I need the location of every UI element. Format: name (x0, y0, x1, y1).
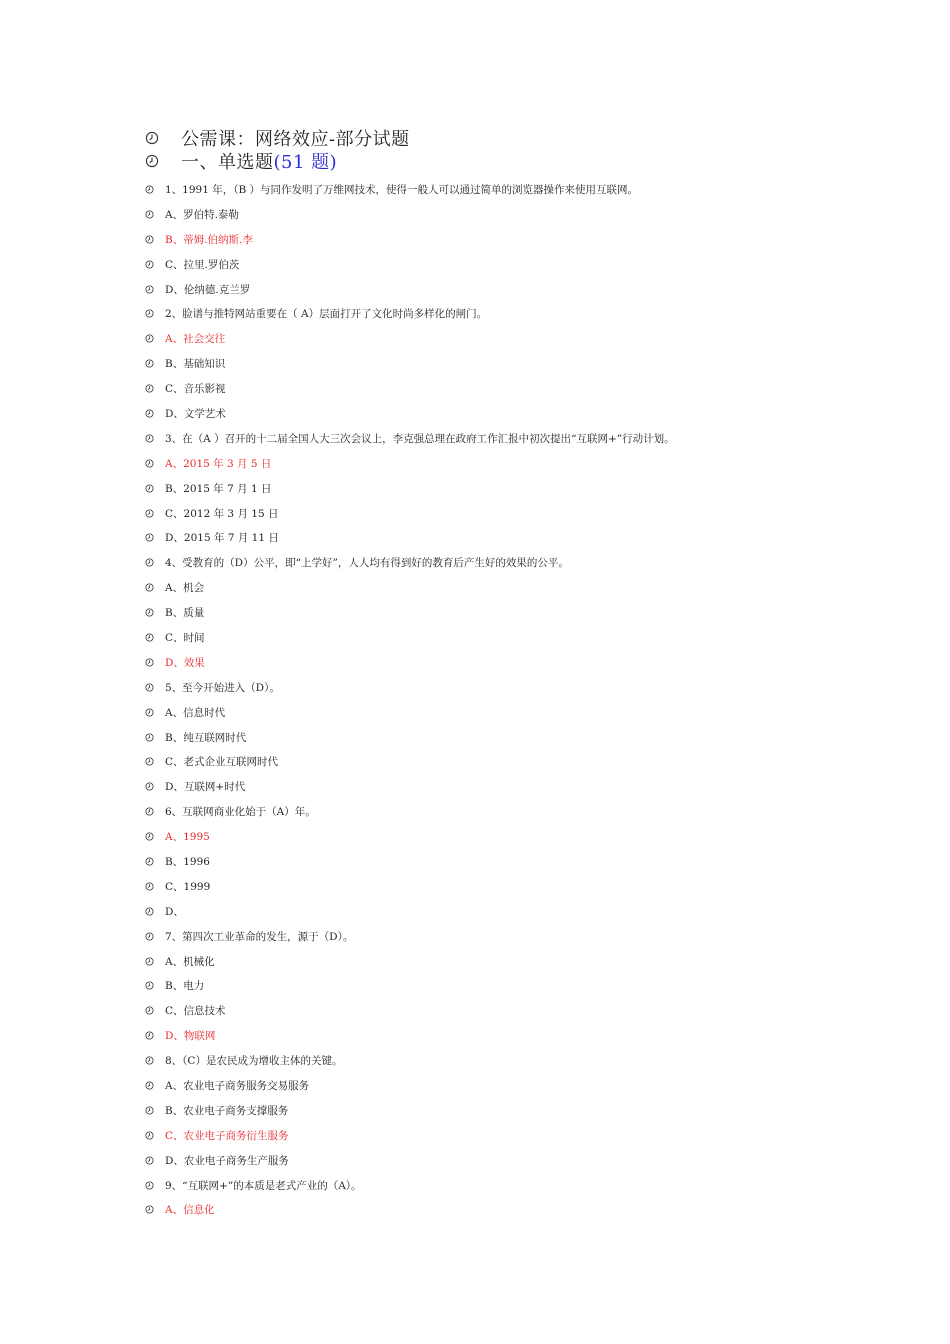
clock-bullet-icon (145, 260, 154, 269)
line-text: 9、“互联网+”的本质是老式产业的（A）。 (165, 1179, 362, 1192)
clock-bullet-icon (145, 509, 154, 518)
clock-bullet-icon (145, 1031, 154, 1040)
line-text: 6、互联网商业化始于（A）年。 (165, 806, 316, 819)
clock-bullet-icon (145, 210, 154, 219)
clock-bullet-icon (145, 154, 159, 168)
option-item (145, 974, 845, 999)
line-text: A、1995 (165, 831, 210, 844)
line-text: B、电力 (165, 980, 205, 993)
clock-bullet-icon (145, 782, 154, 791)
option-item (145, 998, 845, 1023)
option-item (145, 700, 845, 725)
option-item (145, 774, 845, 799)
line-text: C、农业电子商务衍生服务 (165, 1129, 289, 1142)
line-text: B、基础知识 (165, 358, 226, 371)
clock-bullet-icon (145, 807, 154, 816)
option-item (145, 1123, 845, 1148)
clock-bullet-icon (145, 533, 154, 542)
line-text: C、音乐影视 (165, 383, 226, 396)
option-item (145, 525, 845, 550)
clock-bullet-icon (145, 981, 154, 990)
clock-bullet-icon (145, 185, 154, 194)
option-item (145, 1148, 845, 1173)
clock-bullet-icon (145, 131, 159, 145)
option-item (145, 824, 845, 849)
line-text: C、时间 (165, 631, 205, 644)
option-item (145, 1023, 845, 1048)
clock-bullet-icon (145, 334, 154, 343)
line-text: C、2012 年 3 月 15 日 (165, 507, 279, 520)
option-item (145, 451, 845, 476)
clock-bullet-icon (145, 384, 154, 393)
question-item (145, 799, 845, 824)
clock-bullet-icon (145, 459, 154, 468)
line-text: D、物联网 (165, 1030, 216, 1043)
line-text: 4、受教育的（D）公平，即“上学好”，人人均有得到好的教育后产生好的效果的公平。 (165, 557, 569, 570)
question-item (145, 1048, 845, 1073)
document-title (145, 126, 410, 150)
line-text: B、农业电子商务支撑服务 (165, 1104, 289, 1117)
question-item (145, 426, 845, 451)
question-item (145, 924, 845, 949)
line-text: A、信息时代 (165, 706, 226, 719)
option-item (145, 1073, 845, 1098)
question-item (145, 177, 845, 202)
clock-bullet-icon (145, 1205, 154, 1214)
clock-bullet-icon (145, 1006, 154, 1015)
clock-bullet-icon (145, 434, 154, 443)
line-text: B、2015 年 7 月 1 日 (165, 482, 272, 495)
clock-bullet-icon (145, 583, 154, 592)
line-text: A、机械化 (165, 955, 215, 968)
section-label: 一、单选题 (181, 152, 274, 173)
question-item (145, 301, 845, 326)
clock-bullet-icon (145, 1106, 154, 1115)
line-text: C、老式企业互联网时代 (165, 756, 279, 769)
clock-bullet-icon (145, 558, 154, 567)
option-item (145, 277, 845, 302)
option-item (145, 376, 845, 401)
line-text: A、信息化 (165, 1204, 215, 1217)
line-text: D、伦纳德.克兰罗 (165, 283, 251, 296)
clock-bullet-icon (145, 285, 154, 294)
clock-bullet-icon (145, 1156, 154, 1165)
option-item (145, 501, 845, 526)
clock-bullet-icon (145, 633, 154, 642)
line-text: 3、在（A ）召开的十二届全国人大三次会议上，李克强总理在政府工作汇报中初次提出“互联网+”行动计划。 (165, 432, 675, 445)
clock-bullet-icon (145, 608, 154, 617)
line-text: B、1996 (165, 855, 210, 868)
clock-bullet-icon (145, 1181, 154, 1190)
title-text: 公需课：网络效应-部分试题 (181, 129, 410, 150)
line-text: B、质量 (165, 607, 205, 620)
line-text: C、信息技术 (165, 1005, 226, 1018)
option-item (145, 949, 845, 974)
question-item (145, 675, 845, 700)
line-text: A、2015 年 3 月 5 日 (165, 457, 272, 470)
line-text: A、机会 (165, 582, 205, 595)
question-list (145, 177, 845, 1222)
line-text: D、效果 (165, 656, 205, 669)
clock-bullet-icon (145, 484, 154, 493)
section-text (181, 148, 337, 174)
option-item (145, 899, 845, 924)
clock-bullet-icon (145, 857, 154, 866)
line-text: A、社会交往 (165, 333, 226, 346)
question-item (145, 550, 845, 575)
clock-bullet-icon (145, 708, 154, 717)
section-heading (145, 149, 337, 173)
line-text: D、 (165, 905, 184, 918)
clock-bullet-icon (145, 832, 154, 841)
option-item (145, 600, 845, 625)
line-text: D、农业电子商务生产服务 (165, 1154, 289, 1167)
option-item (145, 1098, 845, 1123)
line-text: B、纯互联网时代 (165, 731, 247, 744)
option-item (145, 849, 845, 874)
option-item (145, 725, 845, 750)
line-text: C、拉里.罗伯茨 (165, 258, 240, 271)
clock-bullet-icon (145, 1131, 154, 1140)
clock-bullet-icon (145, 359, 154, 368)
clock-bullet-icon (145, 658, 154, 667)
line-text: D、文学艺术 (165, 407, 226, 420)
clock-bullet-icon (145, 1081, 154, 1090)
option-item (145, 650, 845, 675)
clock-bullet-icon (145, 907, 154, 916)
clock-bullet-icon (145, 757, 154, 766)
line-text: 8、（C）是农民成为增收主体的关键。 (165, 1055, 343, 1068)
clock-bullet-icon (145, 309, 154, 318)
clock-bullet-icon (145, 733, 154, 742)
clock-bullet-icon (145, 1056, 154, 1065)
clock-bullet-icon (145, 683, 154, 692)
line-text: D、互联网+时代 (165, 781, 246, 794)
line-text: 1、1991 年，（B ）与同作发明了万维网技术，使得一般人可以通过简单的浏览器操作来使用互联网。 (165, 183, 639, 196)
clock-bullet-icon (145, 932, 154, 941)
option-item (145, 625, 845, 650)
option-item (145, 202, 845, 227)
option-item (145, 476, 845, 501)
option-item (145, 326, 845, 351)
line-text: 5、至今开始进入（D）。 (165, 681, 280, 694)
option-item (145, 351, 845, 376)
option-item (145, 874, 845, 899)
option-item (145, 749, 845, 774)
line-text: B、蒂姆.伯纳斯.李 (165, 233, 253, 246)
clock-bullet-icon (145, 957, 154, 966)
line-text: 7、第四次工业革命的发生，源于（D）。 (165, 930, 354, 943)
clock-bullet-icon (145, 882, 154, 891)
line-text: 2、脸谱与推特网站重要在（ A）层面打开了文化时尚多样化的闸门。 (165, 308, 488, 321)
question-item (145, 1173, 845, 1198)
line-text: A、农业电子商务服务交易服务 (165, 1080, 310, 1092)
option-item (145, 575, 845, 600)
line-text: D、2015 年 7 月 11 日 (165, 532, 279, 545)
clock-bullet-icon (145, 235, 154, 244)
clock-bullet-icon (145, 409, 154, 418)
line-text: C、1999 (165, 880, 211, 893)
option-item (145, 401, 845, 426)
line-text: A、罗伯特.泰勒 (165, 208, 239, 221)
option-item (145, 1198, 845, 1223)
option-item (145, 252, 845, 277)
option-item (145, 227, 845, 252)
question-count: (51 题) (273, 152, 338, 173)
